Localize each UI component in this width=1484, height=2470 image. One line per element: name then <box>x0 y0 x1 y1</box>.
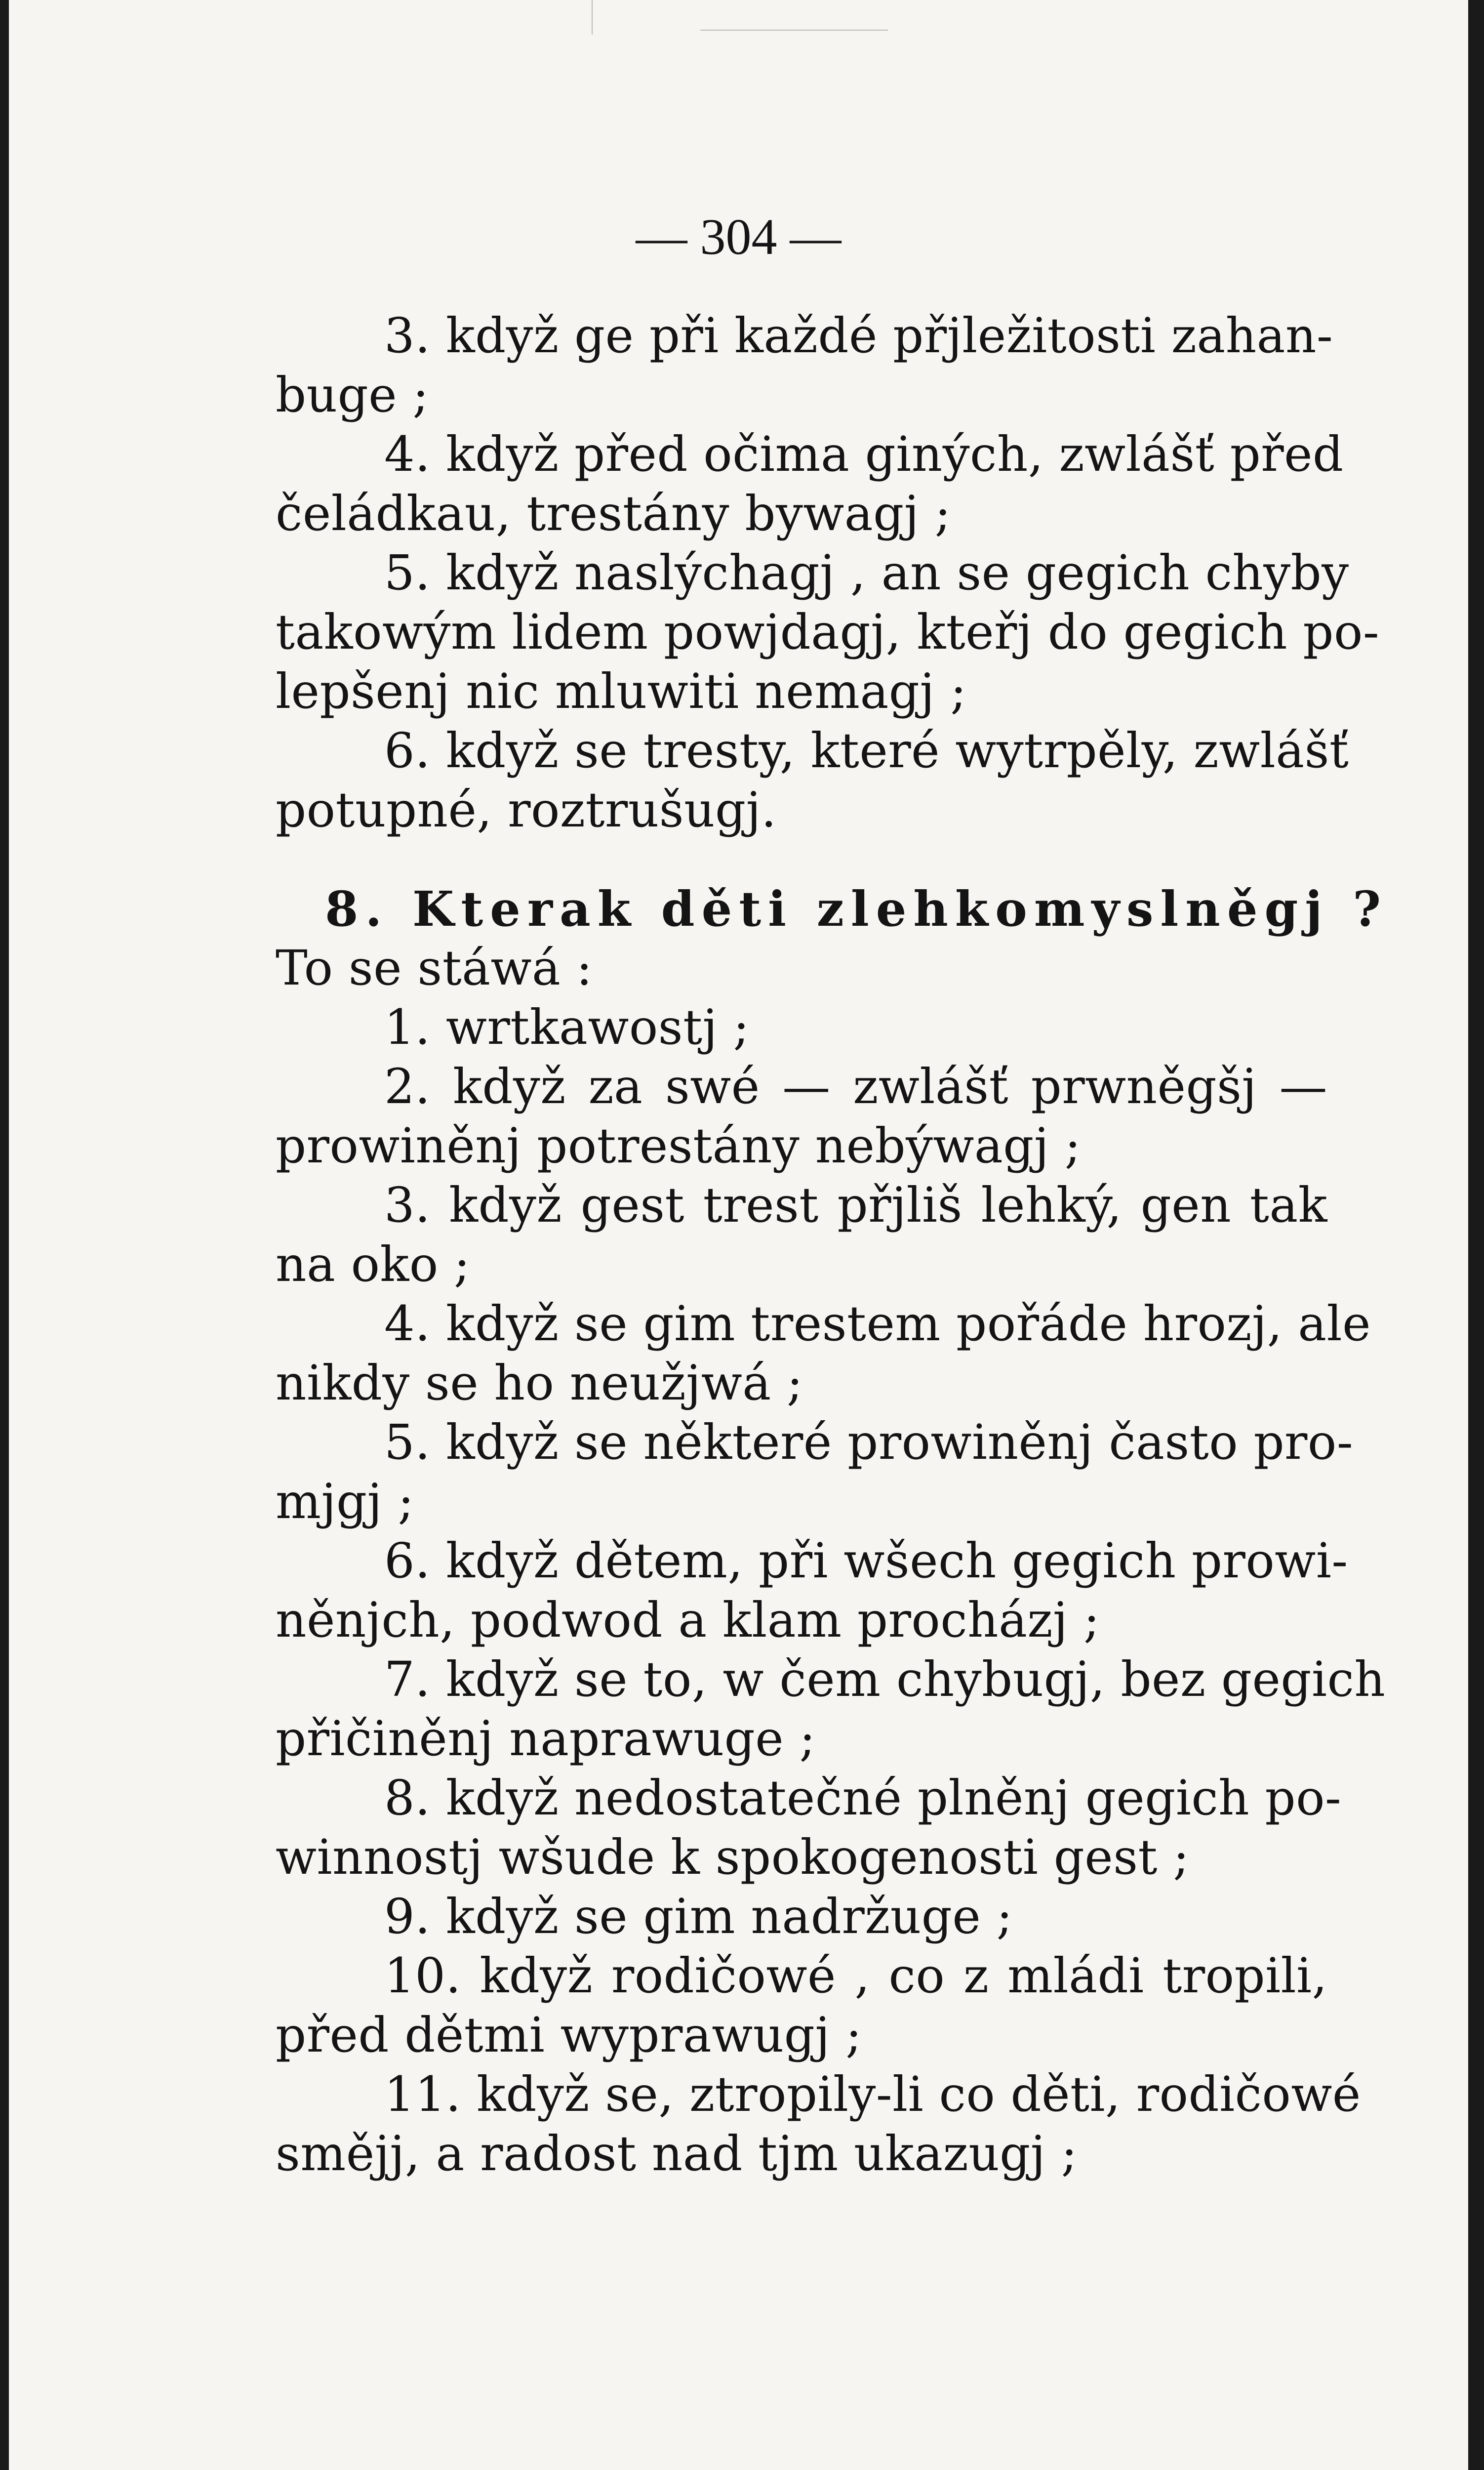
text-line: 6. když se tresty, které wytrpěly, zwlášť <box>384 723 1349 779</box>
text-line: čeládkau, trestány bywagj ; <box>276 486 951 541</box>
list-item-continuation: mjgj ; <box>276 1474 414 1529</box>
list-item-continuation: na oko ; <box>276 1236 471 1292</box>
text-line: 5. když naslýchagj , an se gegich chyby <box>384 545 1349 601</box>
list-item: 3. když gest trest přjliš lehký, gen tak <box>384 1177 1327 1233</box>
section-heading: 8. Kterak děti zlehkomyslněgj ? <box>325 881 1388 937</box>
list-item: 7. když se to, w čem chybugj, bez gegich <box>384 1651 1386 1707</box>
list-item: 5. když se některé prowiněnj často pro- <box>384 1414 1354 1470</box>
list-item-continuation: nikdy se ho neužjwá ; <box>276 1355 803 1411</box>
book-page <box>9 0 1468 2470</box>
body-text <box>276 306 1388 2183</box>
intro-text: To se stáwá : <box>276 940 593 996</box>
text-line: 3. když ge při každé přjležitosti zahan- <box>384 308 1333 364</box>
list-item-continuation: winnostj wšude k spokogenosti gest ; <box>276 1829 1190 1885</box>
list-item-continuation: něnjch, podwod a klam procházj ; <box>276 1592 1100 1648</box>
text-line: takowým lidem powjdagj, kteřj do gegich po- <box>276 604 1380 660</box>
text-line: 4. když před očima giných, zwlášť před <box>384 426 1344 482</box>
page-number: — 304 — <box>636 208 842 265</box>
list-item: 4. když se gim trestem pořáde hrozj, ale <box>384 1296 1371 1352</box>
list-item: 10. když rodičowé , co z mládi tropili, <box>384 1948 1327 2004</box>
list-item-continuation: smějj, a radost nad tjm ukazugj ; <box>276 2126 1078 2182</box>
text-line: buge ; <box>276 367 429 423</box>
page-top-edge-mark <box>700 30 888 31</box>
list-item-continuation: prowiněnj potrestány nebýwagj ; <box>276 1118 1081 1174</box>
list-item: 11. když se, ztropily-li co děti, rodičowé <box>384 2066 1361 2122</box>
list-item-continuation: před dětmi wyprawugj ; <box>276 2007 862 2063</box>
list-item: 2. když za swé — zwlášť prwněgšj — <box>384 1059 1327 1114</box>
page-top-edge-mark <box>592 0 593 35</box>
list-item-continuation: přičiněnj naprawuge ; <box>276 1711 816 1767</box>
list-item: 9. když se gim nadržuge ; <box>384 1889 1013 1944</box>
text-line: potupné, roztrušugj. <box>276 782 777 838</box>
text-line: lepšenj nic mluwiti nemagj ; <box>276 663 967 719</box>
list-item: 1. wrtkawostj ; <box>384 999 750 1055</box>
list-item: 8. když nedostatečné plněnj gegich po- <box>384 1770 1342 1826</box>
list-item: 6. když dětem, při wšech gegich prowi- <box>384 1533 1348 1589</box>
